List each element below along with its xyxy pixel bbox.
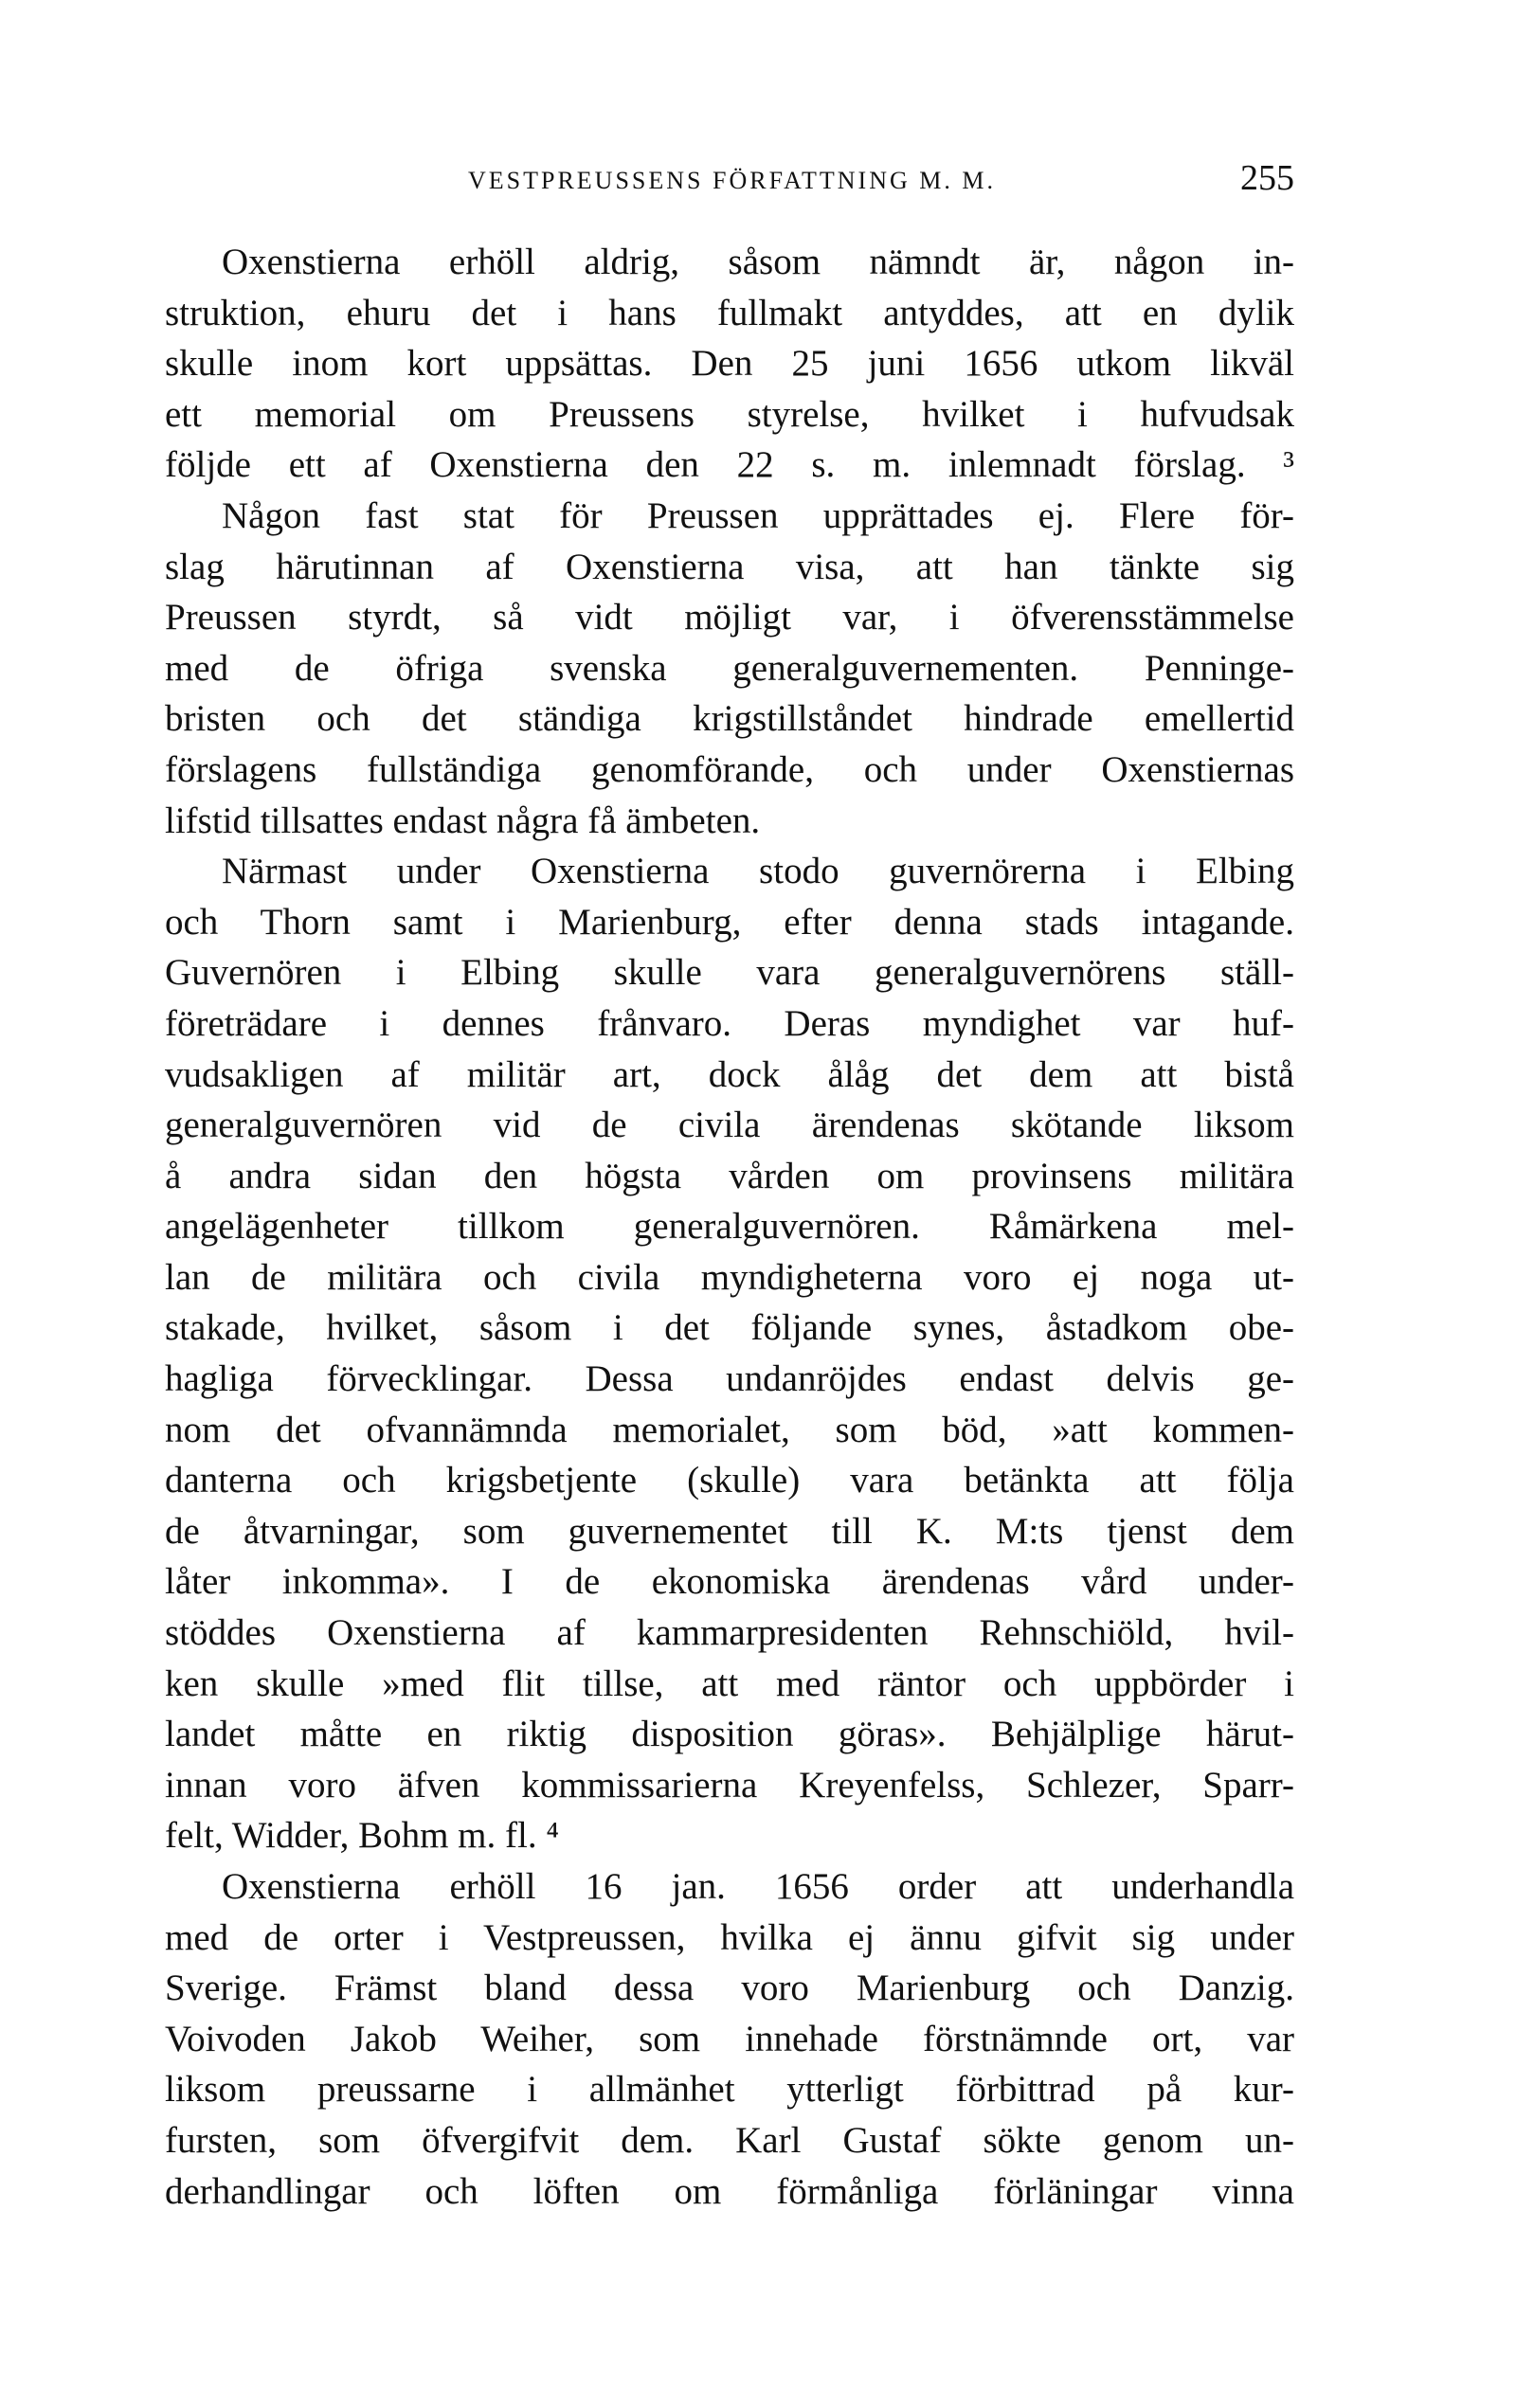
page-number: 255 [1240, 158, 1294, 198]
text-line: stöddes Oxenstierna af kammarpresidenten Rehnschiöld, hvil- [165, 1612, 1294, 1654]
text-line: ken skulle »med flit tillse, att med räntor och uppbörder i [165, 1662, 1294, 1704]
text-line: Voivoden Jakob Weiher, som innehade förstnämnde ort, var [165, 2018, 1294, 2059]
text-line: ett memorial om Preussens styrelse, hvilket i hufvudsak [165, 393, 1294, 435]
text-line: vudsakligen af militär art, dock ålåg det dem att bistå [165, 1053, 1294, 1095]
text-line: derhandlingar och löften om förmånliga förläningar vinna [165, 2170, 1294, 2212]
text-line: med de orter i Vestpreussen, hvilka ej ännu gifvit sig under [165, 1916, 1294, 1958]
text-line: Guvernören i Elbing skulle vara generalguvernörens ställ- [165, 952, 1294, 994]
running-head-title: VESTPREUSSENS FÖRFATTNING M. M. [468, 167, 996, 194]
text-line: låter inkomma». I de ekonomiska ärendenas vård under- [165, 1561, 1294, 1603]
text-line: lan de militära och civila myndigheterna voro ej noga ut- [165, 1256, 1294, 1298]
text-line: struktion, ehuru det i hans fullmakt antyddes, att en dylik [165, 292, 1294, 333]
text-line: bristen och det ständiga krigstillståndet hindrade emellertid [165, 698, 1294, 740]
text-line: Närmast under Oxenstierna stodo guvernörerna i Elbing [222, 851, 1294, 892]
text-line: och Thorn samt i Marienburg, efter denna stads intagande. [165, 901, 1294, 943]
text-line: Oxenstierna erhöll aldrig, såsom nämndt är, någon in- [222, 242, 1294, 282]
text-line: förslagens fullständiga genomförande, och under Oxenstiernas [165, 748, 1294, 790]
text-line: lifstid tillsattes endast några få ämbeten. [165, 800, 761, 841]
text-line: Oxenstierna erhöll 16 jan. 1656 order att underhandla [222, 1866, 1294, 1907]
text-line: följde ett af Oxenstierna den 22 s. m. inlemnadt förslag. ³ [165, 444, 1294, 486]
text-line: generalguvernören vid de civila ärendenas skötande liksom [165, 1105, 1294, 1146]
body-text [165, 237, 1294, 2217]
text-line: Sverige. Främst bland dessa voro Marienburg och Danzig. [165, 1968, 1294, 2009]
text-line: innan voro äfven kommissarierna Kreyenfelss, Schlezer, Sparr- [165, 1764, 1294, 1806]
text-line: stakade, hvilket, såsom i det följande synes, åstadkom obe- [165, 1307, 1294, 1349]
text-line: å andra sidan den högsta vården om provinsens militära [165, 1155, 1294, 1196]
text-line: landet måtte en riktig disposition göras». Behjälplige härut- [165, 1714, 1294, 1755]
text-line: felt, Widder, Bohm m. fl. ⁴ [165, 1815, 559, 1857]
text-line: Någon fast stat för Preussen upprättades ej. Flere för- [222, 494, 1294, 536]
text-line: danterna och krigsbetjente (skulle) vara betänkta att följa [165, 1460, 1294, 1501]
text-line: hagliga förvecklingar. Dessa undanröjdes endast delvis ge- [165, 1358, 1294, 1400]
text-line: nom det ofvannämnda memorialet, som böd, »att kommen- [165, 1409, 1294, 1450]
text-line: liksom preussarne i allmänhet ytterligt förbittrad på kur- [165, 2069, 1294, 2111]
text-line: med de öfriga svenska generalguvernementen. Penninge- [165, 647, 1294, 689]
text-line: skulle inom kort uppsättas. Den 25 juni 1656 utkom likväl [165, 343, 1294, 385]
text-line: Preussen styrdt, så vidt möjligt var, i öfverensstämmelse [165, 597, 1294, 638]
text-line: företrädare i dennes frånvaro. Deras myndighet var huf- [165, 1002, 1294, 1044]
text-line: angelägenheter tillkom generalguvernören. Råmärkena mel- [165, 1206, 1294, 1248]
text-line: slag härutinnan af Oxenstierna visa, att han tänkte sig [165, 546, 1294, 587]
running-head [165, 142, 1294, 218]
text-line: fursten, som öfvergifvit dem. Karl Gustaf sökte genom un- [165, 2119, 1294, 2161]
text-line: de åtvarningar, som guvernementet till K. M:ts tjenst dem [165, 1510, 1294, 1552]
